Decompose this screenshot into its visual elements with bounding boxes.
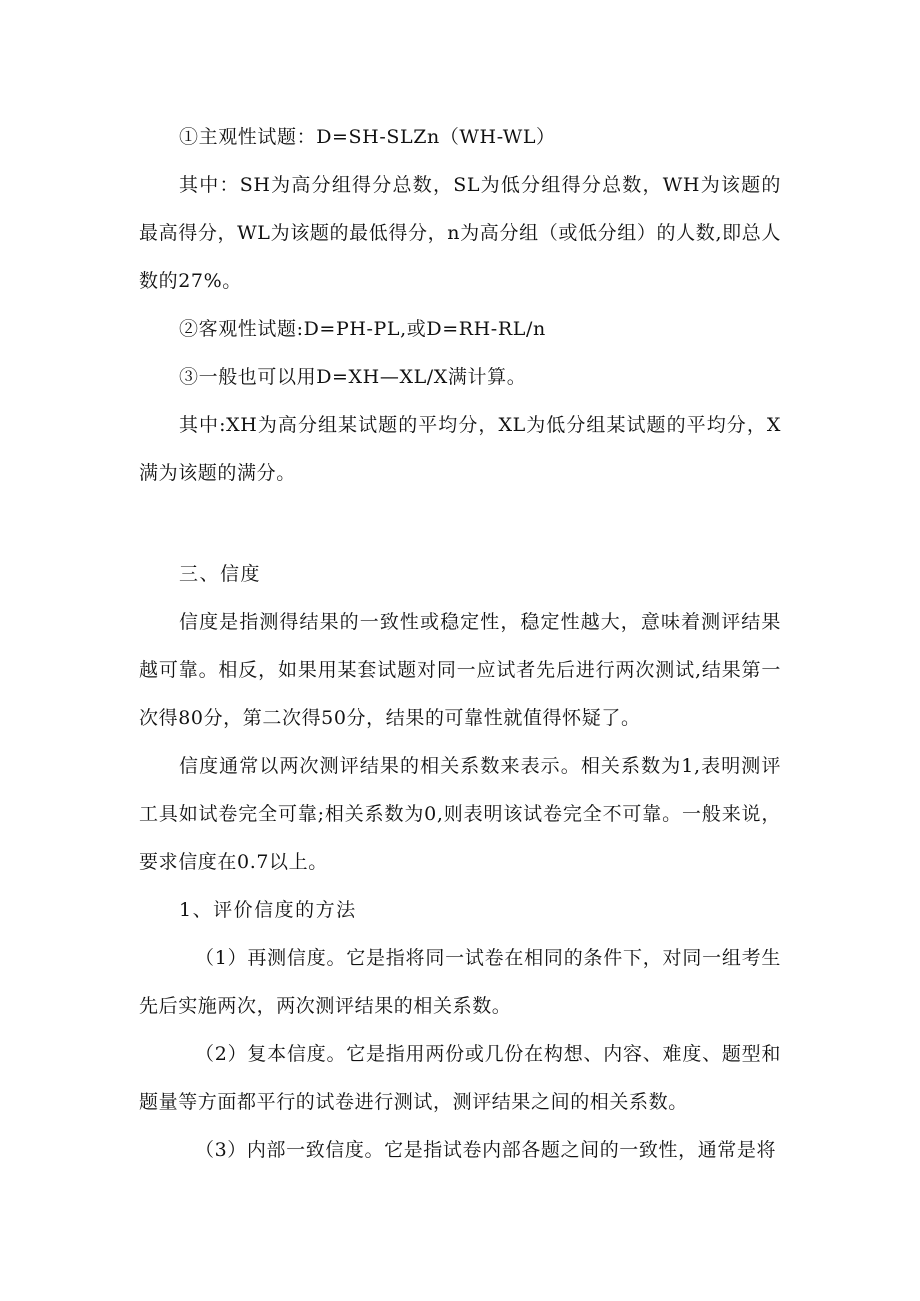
list-item-internal-consistency: （3）内部一致信度。它是指试卷内部各题之间的一致性，通常是将: [195, 1139, 777, 1161]
formula-general: ③一般也可以用D=XH—XL/X满计算。: [179, 366, 527, 388]
list-item-test-retest: （1）再测信度。它是指将同一试卷在相同的条件下，对同一组考生先后实施两次，两次测评结果的相关系数。: [139, 947, 781, 1017]
paragraph-reliability-coefficient: 信度通常以两次测评结果的相关系数来表示。相关系数为1,表明测评工具如试卷完全可靠;相关系数为0,则表明该试卷完全不可靠。一般来说，要求信度在0.7以上。: [139, 755, 781, 873]
paragraph-subjective-explanation: 其中：SH为高分组得分总数，SL为低分组得分总数，WH为该题的最高得分，WL为该题的最低得分，n为高分组（或低分组）的人数,即总人数的27%。: [139, 174, 781, 292]
list-item-parallel-forms: （2）复本信度。它是指用两份或几份在构想、内容、难度、题型和题量等方面都平行的试卷进行测试，测评结果之间的相关系数。: [139, 1043, 781, 1113]
paragraph-reliability-definition: 信度是指测得结果的一致性或稳定性，稳定性越大，意味着测评结果越可靠。相反，如果用某套试题对同一应试者先后进行两次测试,结果第一次得80分，第二次得50分，结果的可靠性就值得怀疑了。: [139, 611, 781, 729]
sub-heading-evaluation-methods: 1、评价信度的方法: [179, 899, 357, 921]
paragraph-general-explanation: 其中:XH为高分组某试题的平均分，XL为低分组某试题的平均分，X满为该题的满分。: [139, 414, 781, 484]
formula-objective: ②客观性试题:D=PH-PL,或D=RH-RL/n: [179, 318, 546, 340]
formula-subjective: ①主观性试题：D=SH-SLZn（WH-WL）: [179, 126, 556, 148]
section-heading-reliability: 三、信度: [179, 563, 262, 585]
